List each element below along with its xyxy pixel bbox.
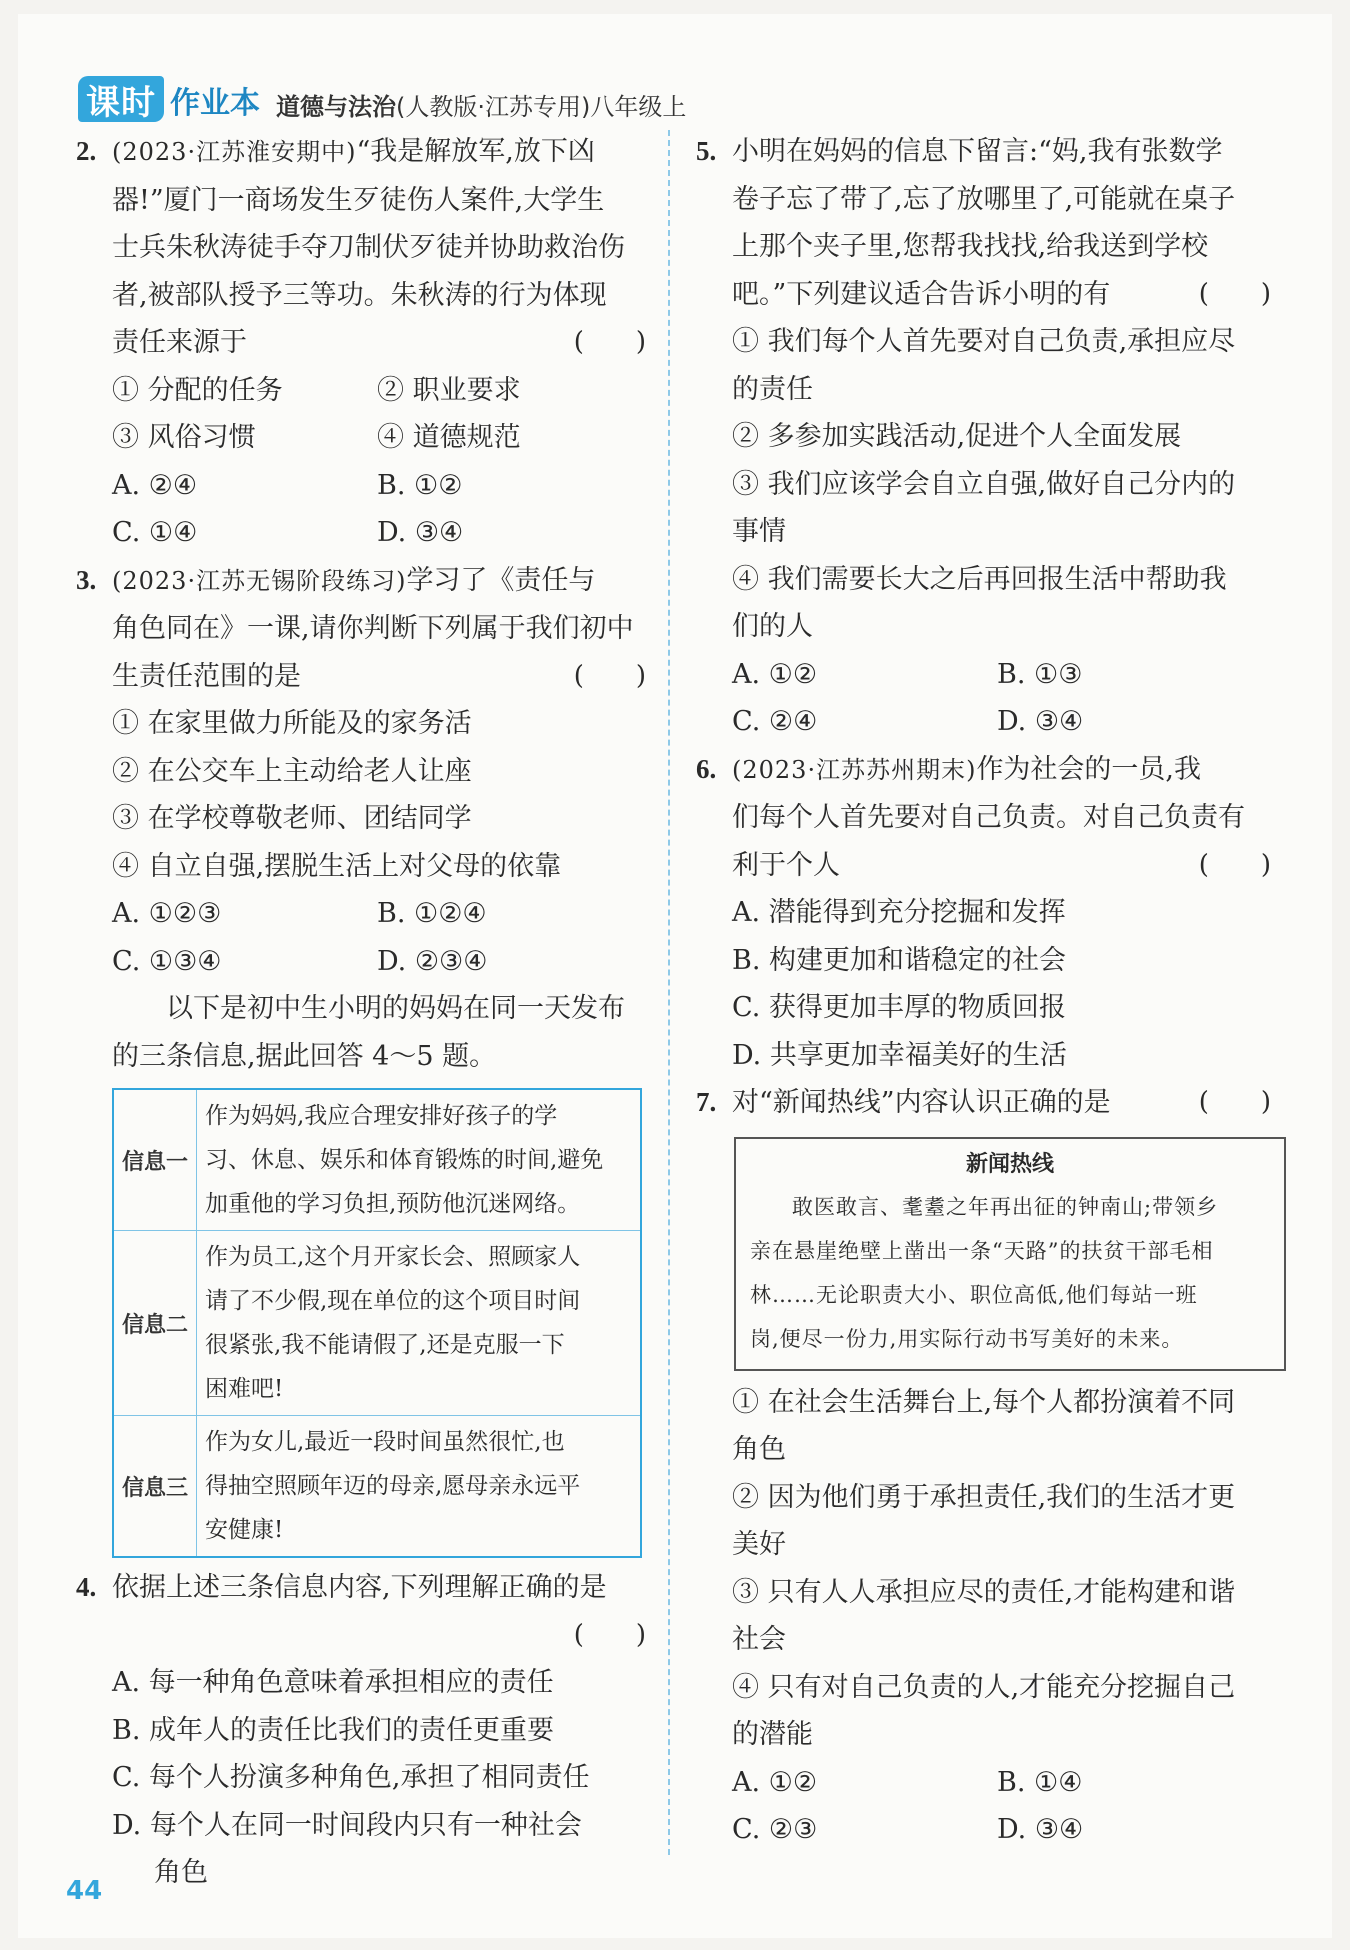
choice-row (76, 938, 646, 986)
statement-item: ① 我们每个人首先要对自己负责,承担应尽 (732, 326, 1236, 357)
choice-option[interactable]: B. ①② (377, 469, 463, 501)
text-line: 困难吧! (205, 1376, 284, 1402)
stem-line: 作为社会的一员,我 (976, 753, 1202, 785)
text-line: 作为员工,这个月开家长会、照顾家人 (205, 1244, 581, 1270)
statement-continuation: 社会 (732, 1624, 786, 1655)
choice-row (76, 509, 646, 557)
stem-line: 依据上述三条信息内容,下列理解正确的是 (112, 1572, 607, 1603)
statement-item: ③ 在学校尊敬老师、团结同学 (112, 803, 472, 834)
header (78, 80, 686, 122)
row-label: 信息二 (113, 1231, 197, 1416)
choice-row (76, 890, 646, 938)
statement-item: ① 在家里做力所能及的家务活 (112, 708, 472, 739)
choice-option[interactable]: B. ①②④ (377, 898, 487, 929)
text-line: 作为妈妈,我应合理安排好孩子的学 (205, 1103, 558, 1129)
statement-item: ④ 道德规范 (377, 422, 521, 453)
row-label: 信息一 (113, 1089, 197, 1231)
question-number: 2. (76, 136, 97, 166)
news-line: 岗,便尽一份力,用实际行动书写美好的未来。 (750, 1326, 1184, 1351)
statement-item: ④ 自立自强,摆脱生活上对父母的依靠 (112, 850, 562, 882)
question-number: 3. (76, 564, 97, 595)
statement-item: ② 因为他们勇于承担责任,我们的生活才更 (732, 1481, 1236, 1513)
row-text (197, 1231, 642, 1416)
stem-line: 小明在妈妈的信息下留言:“妈,我有张数学 (732, 136, 1223, 167)
question-number: 6. (696, 753, 717, 784)
stem-line: 卷子忘了带了,忘了放哪里了,可能就在桌子 (732, 183, 1236, 215)
question-4 (76, 1564, 646, 1659)
statement-continuation: 角色 (732, 1434, 786, 1465)
column-divider (668, 130, 670, 1855)
statement-continuation: 事情 (732, 516, 786, 547)
edition-text: (人教版·江苏专用)八年级上 (396, 93, 687, 121)
stem-line: 学习了《责任与 (406, 564, 596, 596)
statement-item: ④ 我们需要长大之后再回报生活中帮助我 (732, 563, 1227, 595)
stem-line: 士兵朱秋涛徒手夺刀制伏歹徒并协助救治伤 (112, 232, 625, 263)
choice-option[interactable]: B. 构建更加和谐稳定的社会 (732, 944, 1067, 976)
choice-option[interactable]: D. ③④ (997, 1814, 1084, 1845)
stem-line: 们每个人首先要对自己负责。对自己负责有 (732, 802, 1245, 833)
news-line: 亲在悬崖绝壁上凿出一条“天路”的扶贫干部毛相 (750, 1238, 1214, 1263)
stem-line: 利于个人 (732, 849, 840, 881)
news-line: 林……无论职责大小、职位高低,他们每站一班 (750, 1282, 1198, 1307)
choice-option[interactable]: C. ①③④ (112, 945, 222, 977)
right-column (696, 128, 1271, 1854)
choice-option[interactable]: A. 潜能得到充分挖掘和发挥 (732, 897, 1066, 928)
statement-continuation: 的潜能 (732, 1719, 813, 1750)
answer-blank: ( ) (1198, 278, 1271, 309)
text-line: 加重他的学习负担,预防他沉迷网络。 (205, 1191, 581, 1217)
choice-option[interactable]: A. ①② (732, 1766, 818, 1798)
stem-line: 对“新闻热线”内容认识正确的是 (732, 1087, 1111, 1118)
choice-option[interactable]: A. 每一种角色意味着承担相应的责任 (112, 1667, 554, 1698)
question-2 (76, 128, 646, 367)
choice-option[interactable]: C. 获得更加丰厚的物质回报 (732, 992, 1066, 1023)
statement-item: ② 多参加实践活动,促进个人全面发展 (732, 421, 1182, 452)
choice-option[interactable]: A. ①② (732, 658, 818, 690)
stem-line: 生责任范围的是 (112, 660, 301, 692)
choice-option[interactable]: D. 每个人在同一时间段内只有一种社会 (112, 1809, 582, 1841)
question-number: 5. (696, 136, 717, 166)
text-line: 请了不少假,现在单位的这个项目时间 (205, 1288, 581, 1314)
answer-blank: ( ) (573, 1619, 646, 1650)
choice-option[interactable]: D. ③④ (997, 706, 1084, 737)
logo-text: 作业本 (170, 86, 260, 121)
choice-option[interactable]: D. ②③④ (377, 945, 488, 977)
choice-option[interactable]: D. ③④ (377, 517, 464, 548)
intro-line: 的三条信息,据此回答 4～5 题。 (112, 1040, 497, 1072)
row-text (197, 1089, 642, 1231)
text-line: 作为女儿,最近一段时间虽然很忙,也 (205, 1429, 565, 1455)
table-row (113, 1231, 641, 1416)
stem-line: 者,被部队授予三等功。朱秋涛的行为体现 (112, 279, 607, 311)
statement-item: ④ 只有对自己负责的人,才能充分挖掘自己 (732, 1671, 1236, 1703)
material-intro (76, 985, 646, 1080)
news-line: 敢医敢言、耄耋之年再出征的钟南山;带领乡 (792, 1194, 1219, 1219)
stem-line: 器!”厦门一商场发生歹徒伤人案件,大学生 (112, 184, 605, 216)
question-source: (2023·江苏苏州期末) (732, 755, 977, 784)
statement-continuation: 美好 (732, 1529, 786, 1560)
statement-item: ③ 风俗习惯 (112, 422, 256, 453)
statement-row (76, 414, 646, 462)
statement-continuation: 们的人 (732, 611, 813, 642)
statement-item: ③ 只有人人承担应尽的责任,才能构建和谐 (732, 1576, 1236, 1608)
question-5 (696, 128, 1271, 318)
choice-row (76, 462, 646, 510)
page-number: 44 (66, 1876, 103, 1906)
logo-highlight: 课时 (78, 76, 164, 122)
question-source: (2023·江苏无锡阶段练习) (112, 566, 407, 595)
choice-row (696, 1759, 1271, 1807)
choice-option[interactable]: D. 共享更加幸福美好的生活 (732, 1039, 1067, 1071)
stem-line: “我是解放军,放下凶 (356, 136, 595, 167)
question-6 (696, 746, 1271, 890)
choice-option[interactable]: A. ①②③ (112, 898, 222, 929)
text-line: 习、休息、娱乐和体育锻炼的时间,避免 (205, 1147, 604, 1173)
info-table (112, 1088, 642, 1558)
row-text (197, 1416, 642, 1558)
choice-option[interactable]: C. ①④ (112, 517, 198, 548)
statement-item: ② 职业要求 (377, 374, 521, 406)
choice-option[interactable]: C. ②④ (732, 706, 818, 737)
question-number: 4. (76, 1572, 97, 1602)
stem-line: 角色同在》一课,请你判断下列属于我们初中 (112, 613, 634, 644)
intro-line: 以下是初中生小明的妈妈在同一天发布 (166, 993, 625, 1024)
stem-line: 吧。”下列建议适合告诉小明的有 (732, 278, 1111, 310)
answer-blank: ( ) (573, 660, 646, 691)
question-7 (696, 1079, 1271, 1127)
question-3 (76, 557, 646, 701)
statement-continuation: 的责任 (732, 373, 813, 405)
choice-row (696, 651, 1271, 699)
answer-blank: ( ) (1198, 849, 1271, 880)
statement-item: ② 在公交车上主动给老人让座 (112, 755, 472, 787)
row-label: 信息三 (113, 1416, 197, 1558)
choice-row (696, 698, 1271, 746)
stem-line: 上那个夹子里,您帮我找找,给我送到学校 (732, 231, 1209, 262)
choice-row (696, 1806, 1271, 1854)
answer-blank: ( ) (573, 327, 646, 357)
choice-option[interactable]: A. ②④ (112, 469, 198, 501)
statement-item: ③ 我们应该学会自立自强,做好自己分内的 (732, 468, 1236, 500)
statement-item: ① 在社会生活舞台上,每个人都扮演着不同 (732, 1386, 1236, 1418)
text-line: 得抽空照顾年迈的母亲,愿母亲永远平 (205, 1473, 581, 1499)
text-line: 安健康! (205, 1517, 284, 1543)
choice-option[interactable]: B. 成年人的责任比我们的责任更重要 (112, 1714, 555, 1746)
answer-blank: ( ) (1198, 1087, 1271, 1117)
choice-option[interactable]: C. ②③ (732, 1814, 818, 1845)
text-line: 很紧张,我不能请假了,还是克服一下 (205, 1332, 565, 1358)
question-number: 7. (696, 1087, 717, 1117)
news-box (734, 1137, 1286, 1371)
choice-option[interactable]: B. ①④ (997, 1766, 1083, 1798)
left-column (76, 128, 646, 1897)
choice-option[interactable]: C. 每个人扮演多种角色,承担了相同责任 (112, 1762, 590, 1793)
choice-continuation: 角色 (154, 1857, 208, 1888)
choice-option[interactable]: B. ①③ (997, 658, 1083, 690)
question-source: (2023·江苏淮安期中) (112, 138, 357, 166)
stem-line: 责任来源于 (112, 327, 247, 358)
statement-row (76, 367, 646, 415)
table-row (113, 1416, 641, 1558)
news-title: 新闻热线 (965, 1151, 1054, 1177)
statement-item: ① 分配的任务 (112, 374, 283, 406)
subject-title: 道德与法治 (276, 93, 396, 121)
table-row (113, 1089, 641, 1231)
